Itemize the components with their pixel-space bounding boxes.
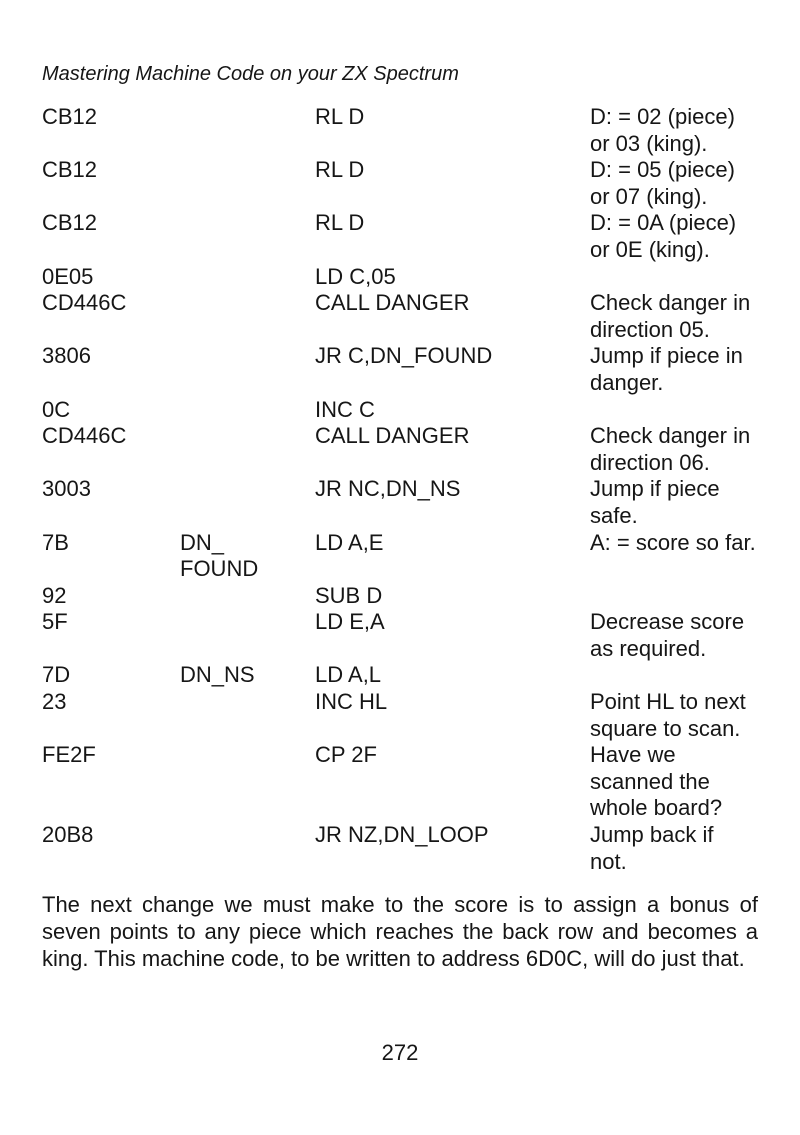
instruction-mnemonic — [315, 397, 590, 424]
instruction-comment — [590, 689, 758, 742]
assembly-label-line: FOUND — [180, 556, 259, 582]
machine-code-bytes-line: 7B — [42, 529, 69, 555]
instruction-comment — [590, 822, 758, 875]
machine-code-bytes-line: 92 — [42, 582, 67, 608]
machine-code-bytes — [42, 210, 180, 237]
machine-code-bytes-line: CB12 — [42, 104, 98, 129]
instruction-mnemonic-line: RL D — [315, 157, 365, 183]
instruction-mnemonic — [315, 423, 590, 450]
listing-row — [42, 609, 758, 662]
instruction-mnemonic-line: LD A,E — [315, 529, 384, 555]
listing-row — [42, 343, 758, 396]
instruction-comment-line: safe. — [590, 502, 638, 528]
instruction-mnemonic — [315, 343, 590, 370]
running-header: Mastering Machine Code on your ZX Spectrum — [42, 63, 459, 85]
instruction-comment-line: as required. — [590, 635, 707, 661]
instruction-mnemonic-line: JR NZ,DN_LOOP — [315, 822, 489, 848]
assembly-label — [180, 662, 315, 689]
instruction-comment-line: or 0E (king). — [590, 236, 710, 262]
instruction-comment — [590, 530, 758, 557]
machine-code-bytes — [42, 609, 180, 636]
machine-code-bytes — [42, 397, 180, 424]
instruction-mnemonic — [315, 157, 590, 184]
assembly-label-line: DN_ — [180, 529, 225, 555]
instruction-comment — [590, 423, 758, 476]
listing-row — [42, 290, 758, 343]
instruction-mnemonic-line: RL D — [315, 210, 365, 236]
instruction-comment — [590, 742, 758, 822]
machine-code-bytes-line: 0E05 — [42, 263, 94, 289]
instruction-comment-line: direction 05. — [590, 316, 710, 342]
machine-code-bytes — [42, 662, 180, 689]
instruction-comment-line: D: = 0A (piece) — [590, 210, 737, 236]
instruction-mnemonic — [315, 264, 590, 291]
machine-code-bytes-line: 7D — [42, 662, 71, 688]
instruction-mnemonic — [315, 476, 590, 503]
page-number: 272 — [381, 1040, 419, 1065]
machine-code-bytes-line: FE2F — [42, 742, 96, 768]
instruction-mnemonic — [315, 290, 590, 317]
instruction-comment-line: Check danger in — [590, 290, 751, 316]
machine-code-bytes-line: 0C — [42, 396, 71, 422]
instruction-comment — [590, 210, 758, 263]
listing-row — [42, 210, 758, 263]
instruction-comment-line: A: = score so far. — [590, 529, 756, 555]
instruction-comment — [590, 343, 758, 396]
instruction-comment-line: Jump if piece — [590, 476, 720, 502]
machine-code-bytes — [42, 264, 180, 291]
machine-code-bytes-line: 5F — [42, 609, 68, 635]
instruction-comment — [590, 157, 758, 210]
machine-code-bytes-line: CD446C — [42, 423, 127, 449]
instruction-comment-line: D: = 05 (piece) — [590, 157, 735, 183]
instruction-comment-line: Decrease score — [590, 609, 745, 635]
instruction-comment — [590, 476, 758, 529]
instruction-mnemonic — [315, 583, 590, 610]
body-paragraph: The next change we must make to the score is to assign a bonus of seven points to any piece which reaches the back row and becomes a king. This machine code, to be written to address 6D0C, will do just that. — [42, 892, 758, 971]
instruction-mnemonic-line: LD C,05 — [315, 263, 396, 289]
machine-code-bytes — [42, 583, 180, 610]
instruction-mnemonic-line: JR C,DN_FOUND — [315, 343, 493, 369]
machine-code-bytes-line: CB12 — [42, 210, 98, 236]
instruction-mnemonic — [315, 104, 590, 131]
machine-code-bytes-line: CD446C — [42, 290, 127, 316]
machine-code-bytes — [42, 423, 180, 450]
instruction-mnemonic-line: INC HL — [315, 689, 388, 715]
instruction-mnemonic — [315, 689, 590, 716]
instruction-mnemonic — [315, 742, 590, 769]
instruction-comment-line: Have we — [590, 742, 676, 768]
instruction-comment — [590, 290, 758, 343]
instruction-comment-line: direction 06. — [590, 449, 710, 475]
instruction-mnemonic-line: RL D — [315, 104, 365, 129]
machine-code-bytes — [42, 290, 180, 317]
instruction-comment-line: not. — [590, 848, 627, 874]
instruction-comment — [590, 104, 758, 157]
instruction-comment-line: Point HL to next — [590, 689, 746, 715]
machine-code-bytes-line: 3806 — [42, 343, 91, 369]
machine-code-bytes — [42, 476, 180, 503]
instruction-comment-line: whole board? — [590, 795, 723, 821]
listing-row — [42, 104, 758, 157]
listing-row — [42, 157, 758, 210]
listing-row — [42, 662, 758, 689]
listing-row — [42, 742, 758, 822]
listing-row — [42, 476, 758, 529]
instruction-comment-line: or 03 (king). — [590, 130, 708, 156]
instruction-comment-line: D: = 02 (piece) — [590, 104, 735, 129]
code-listing — [42, 104, 758, 875]
instruction-mnemonic — [315, 609, 590, 636]
machine-code-bytes — [42, 530, 180, 557]
listing-row — [42, 397, 758, 424]
machine-code-bytes-line: 23 — [42, 689, 67, 715]
machine-code-bytes — [42, 157, 180, 184]
machine-code-bytes — [42, 822, 180, 849]
instruction-mnemonic-line: CALL DANGER — [315, 290, 470, 316]
instruction-comment-line: square to scan. — [590, 715, 741, 741]
instruction-mnemonic-line: CALL DANGER — [315, 423, 470, 449]
instruction-mnemonic-line: JR NC,DN_NS — [315, 476, 461, 502]
instruction-comment-line: Jump back if — [590, 822, 714, 848]
listing-row — [42, 264, 758, 291]
instruction-mnemonic-line: INC C — [315, 396, 375, 422]
machine-code-bytes-line: CB12 — [42, 157, 98, 183]
listing-row — [42, 530, 758, 583]
assembly-label-line: DN_NS — [180, 662, 255, 688]
assembly-label — [180, 530, 315, 583]
instruction-comment-line: Jump if piece in — [590, 343, 743, 369]
listing-row — [42, 689, 758, 742]
instruction-comment-line: scanned the — [590, 768, 710, 794]
instruction-mnemonic-line: LD E,A — [315, 609, 385, 635]
listing-row — [42, 583, 758, 610]
machine-code-bytes — [42, 689, 180, 716]
instruction-comment-line: Check danger in — [590, 423, 751, 449]
listing-row — [42, 822, 758, 875]
instruction-comment-line: or 07 (king). — [590, 183, 708, 209]
instruction-mnemonic — [315, 822, 590, 849]
machine-code-bytes — [42, 104, 180, 131]
machine-code-bytes-line: 20B8 — [42, 822, 94, 848]
machine-code-bytes — [42, 742, 180, 769]
instruction-mnemonic — [315, 530, 590, 557]
instruction-comment-line: danger. — [590, 369, 664, 395]
instruction-mnemonic — [315, 210, 590, 237]
machine-code-bytes — [42, 343, 180, 370]
machine-code-bytes-line: 3003 — [42, 476, 91, 502]
instruction-mnemonic — [315, 662, 590, 689]
instruction-mnemonic-line: CP 2F — [315, 742, 377, 768]
instruction-mnemonic-line: LD A,L — [315, 662, 382, 688]
instruction-mnemonic-line: SUB D — [315, 582, 383, 608]
instruction-comment — [590, 609, 758, 662]
listing-row — [42, 423, 758, 476]
